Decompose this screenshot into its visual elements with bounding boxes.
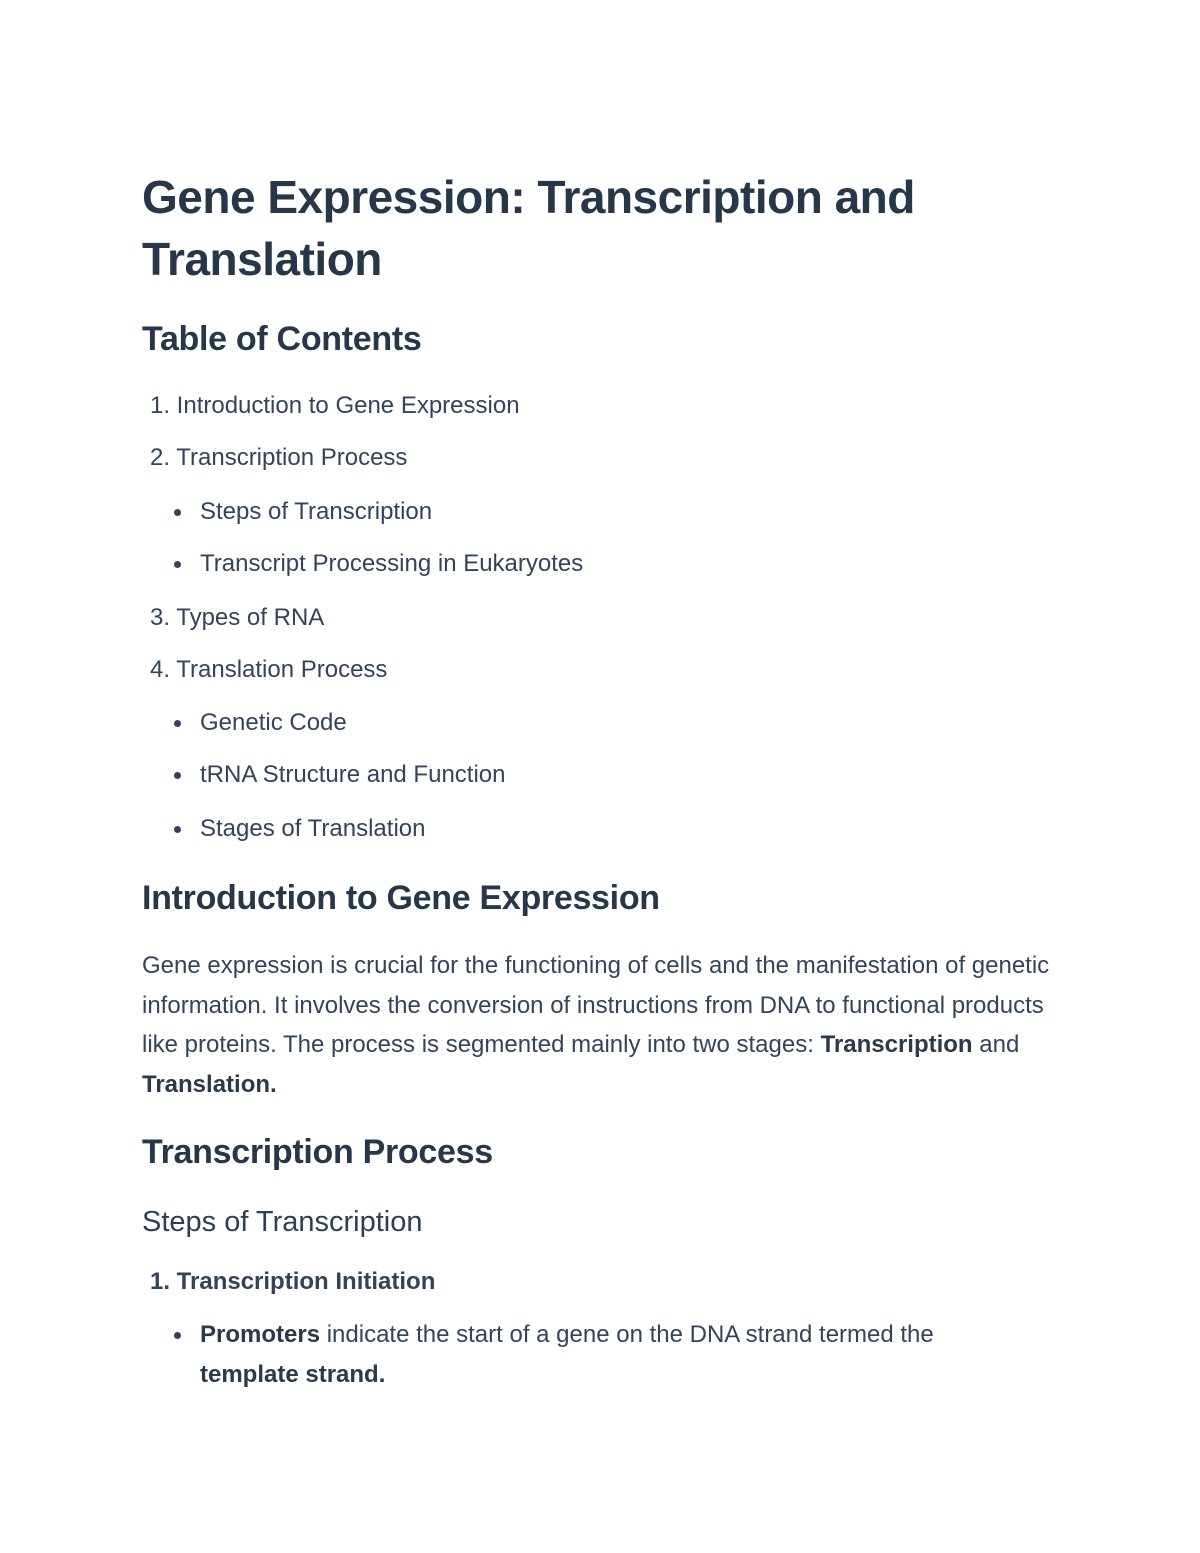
- step-transcription-initiation: [142, 1266, 435, 1298]
- toc-subitem-label: Steps of Transcription: [200, 498, 433, 525]
- promoters-description: indicate the start of a gene on the DNA strand termed the: [320, 1321, 934, 1348]
- bullet-icon: [174, 720, 181, 727]
- toc-item-translation-process[interactable]: [142, 654, 387, 686]
- toc-item-label: Transcription Process: [176, 444, 408, 471]
- toc-subitem-label: tRNA Structure and Function: [200, 761, 506, 788]
- intro-paragraph-text: Gene expression is crucial for the functioning of cells and the manifestation of genetic information. It involves the conversion of instructions from DNA to functional products like proteins. The process is segmented mainly into two stages:: [142, 952, 1050, 1058]
- step-number: 1.: [149, 1268, 170, 1295]
- toc-item-introduction[interactable]: [142, 390, 520, 422]
- toc-item-number: 1.: [149, 392, 170, 419]
- bullet-icon: [174, 509, 181, 516]
- toc-item-number: 3.: [149, 604, 170, 631]
- term-translation: Translation: [142, 1070, 271, 1098]
- transcription-heading: Transcription Process: [142, 1133, 493, 1171]
- toc-item-label: Translation Process: [176, 656, 388, 683]
- bullet-icon: [174, 1332, 181, 1339]
- toc-item-label: Introduction to Gene Expression: [176, 392, 520, 419]
- toc-subitem-label: Stages of Translation: [200, 815, 426, 842]
- intro-paragraph: [142, 946, 1062, 1104]
- toc-item-number: 4.: [149, 656, 170, 683]
- term-template-strand: template strand: [200, 1361, 379, 1388]
- promoters-bullet-period: .: [378, 1361, 386, 1388]
- toc-item-label: Types of RNA: [176, 604, 325, 631]
- intro-paragraph-period: .: [270, 1070, 277, 1098]
- toc-heading: Table of Contents: [142, 320, 422, 358]
- promoters-bullet-text: [200, 1315, 934, 1395]
- intro-paragraph-conjunction: and: [972, 1031, 1020, 1058]
- bullet-icon: [174, 561, 181, 568]
- toc-item-types-of-rna[interactable]: [142, 602, 324, 634]
- toc-item-transcription-process[interactable]: [142, 442, 407, 474]
- bullet-icon: [174, 772, 181, 779]
- term-transcription: Transcription: [820, 1031, 973, 1058]
- term-promoters: Promoters: [200, 1321, 321, 1348]
- toc-subitem-label: Genetic Code: [200, 709, 347, 736]
- toc-item-number: 2.: [149, 444, 170, 471]
- intro-heading: Introduction to Gene Expression: [142, 879, 660, 917]
- step-label: Transcription Initiation: [176, 1268, 436, 1295]
- steps-of-transcription-heading: Steps of Transcription: [142, 1206, 423, 1238]
- bullet-icon: [174, 826, 181, 833]
- toc-subitem-label: Transcript Processing in Eukaryotes: [200, 550, 584, 577]
- document-title: Gene Expression: Transcription and Translation: [142, 171, 915, 285]
